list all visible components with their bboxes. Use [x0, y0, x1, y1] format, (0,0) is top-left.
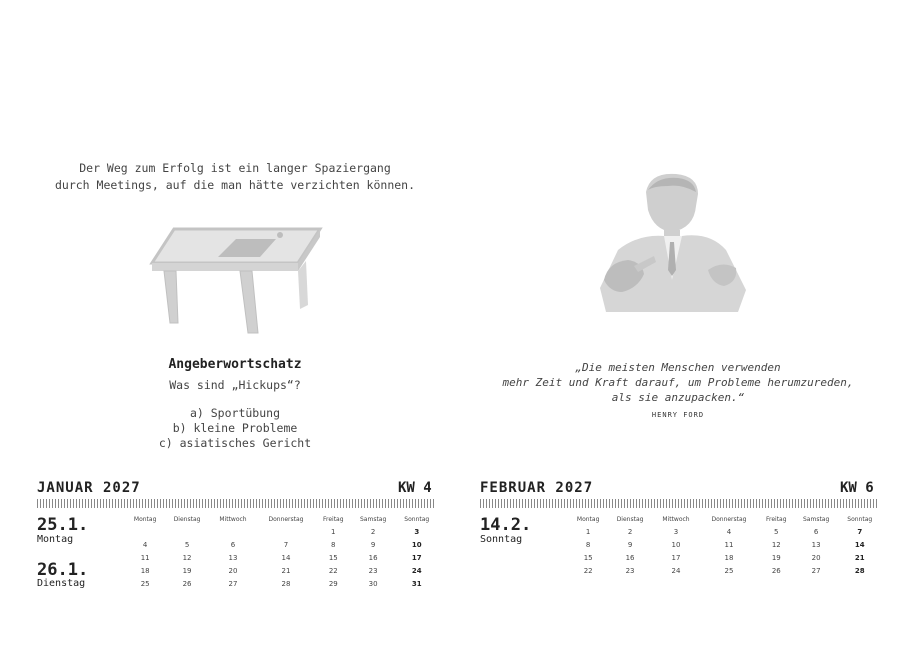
day-cell: 8 — [331, 540, 336, 549]
day-cell — [126, 525, 164, 538]
ruler-divider — [37, 499, 436, 508]
week-row — [569, 525, 881, 538]
month-grid — [569, 513, 881, 577]
day-cell: 24 — [411, 566, 422, 575]
day-cell: 19 — [771, 553, 781, 562]
day-weekday: Montag — [37, 534, 74, 545]
right-page — [458, 0, 916, 648]
quiz-title: Angeberwortschatz — [168, 357, 302, 372]
quote-line: Der Weg zum Erfolg ist ein langer Spaziergang — [79, 161, 391, 175]
week-row — [126, 525, 438, 538]
weekday-header: Sonntag — [847, 515, 873, 523]
day-cell: 26 — [182, 579, 192, 588]
day-cell: 21 — [281, 566, 291, 575]
month-grid — [126, 513, 438, 590]
quiz-option: c) asiatisches Gericht — [158, 436, 312, 450]
week-row — [569, 564, 881, 577]
day-cell: 10 — [411, 540, 422, 549]
day-weekday: Dienstag — [37, 578, 86, 589]
weekday-header: Samstag — [802, 515, 830, 523]
day-date: 26.1. — [37, 560, 89, 580]
weekday-header: Sonntag — [404, 515, 430, 523]
week-number: KW 6 — [840, 480, 874, 496]
quiz-option: a) Sportübung — [189, 406, 280, 420]
quote-line: durch Meetings, auf die man hätte verzichten können. — [54, 178, 416, 192]
week-row — [126, 538, 438, 551]
weekday-header: Samstag — [359, 515, 387, 523]
day-cell: 27 — [228, 579, 238, 588]
day-cell: 11 — [724, 540, 734, 549]
quote — [0, 160, 470, 194]
day-cell: 22 — [583, 566, 593, 575]
weekday-header-row — [569, 513, 881, 525]
week-row — [126, 577, 438, 590]
day-cell: 4 — [726, 527, 732, 536]
table-illustration — [148, 225, 324, 340]
day-cell — [210, 525, 256, 538]
day-cell: 17 — [671, 553, 681, 562]
week-row — [126, 551, 438, 564]
quote — [458, 360, 898, 405]
day-cell: 14 — [281, 553, 291, 562]
day-cell: 11 — [140, 553, 150, 562]
quiz-question: Was sind „Hickups“? — [169, 378, 301, 392]
day-cell — [256, 525, 316, 538]
day-cell: 17 — [411, 553, 422, 562]
day-cell: 23 — [625, 566, 635, 575]
day-cell: 28 — [854, 566, 865, 575]
quote-line: „Die meisten Menschen verwenden — [575, 361, 781, 374]
day-cell: 3 — [673, 527, 679, 536]
day-cell: 10 — [671, 540, 681, 549]
week-row — [126, 564, 438, 577]
day-cell: 19 — [182, 566, 192, 575]
month-title: JANUAR 2027 — [37, 480, 141, 496]
day-cell: 22 — [328, 566, 338, 575]
weekday-header-row — [126, 513, 438, 525]
day-date: 14.2. — [480, 515, 532, 535]
day-cell: 5 — [184, 540, 190, 549]
weekday-header: Dienstag — [616, 515, 644, 523]
weekday-header: Mittwoch — [219, 515, 247, 523]
day-cell: 26 — [771, 566, 781, 575]
day-cell: 20 — [228, 566, 238, 575]
day-cell: 25 — [724, 566, 734, 575]
weekday-header: Montag — [133, 515, 157, 523]
day-cell: 6 — [813, 527, 819, 536]
day-cell: 16 — [625, 553, 635, 562]
day-cell: 20 — [811, 553, 821, 562]
day-cell: 1 — [331, 527, 336, 536]
day-cell: 21 — [854, 553, 865, 562]
weekday-header: Donnerstag — [268, 515, 304, 523]
day-cell: 18 — [140, 566, 150, 575]
day-weekday: Sonntag — [480, 534, 523, 545]
day-cell: 7 — [283, 540, 289, 549]
day-cell — [164, 525, 210, 538]
day-cell: 12 — [771, 540, 781, 549]
day-cell: 3 — [414, 527, 420, 536]
weekday-header: Freitag — [766, 515, 787, 523]
weekday-header: Donnerstag — [711, 515, 747, 523]
quiz-options — [0, 406, 470, 451]
day-cell: 18 — [724, 553, 734, 562]
ruler-divider — [480, 499, 878, 508]
day-cell: 29 — [328, 579, 338, 588]
day-cell: 12 — [182, 553, 192, 562]
week-row — [569, 551, 881, 564]
day-cell: 2 — [370, 527, 376, 536]
day-cell: 15 — [583, 553, 593, 562]
businessman-illustration — [598, 170, 748, 315]
weekday-header: Montag — [576, 515, 600, 523]
day-cell: 1 — [585, 527, 591, 536]
quote-line: mehr Zeit und Kraft darauf, um Probleme herumzureden, — [502, 376, 854, 389]
day-cell: 28 — [281, 579, 291, 588]
day-cell: 16 — [368, 553, 378, 562]
weekday-header: Dienstag — [173, 515, 201, 523]
weekday-header: Freitag — [323, 515, 344, 523]
day-cell: 7 — [857, 527, 863, 536]
day-cell: 27 — [811, 566, 821, 575]
week-number: KW 4 — [398, 480, 432, 496]
day-cell: 31 — [411, 579, 422, 588]
day-cell: 9 — [627, 540, 633, 549]
day-date: 25.1. — [37, 515, 89, 535]
day-cell: 2 — [627, 527, 633, 536]
quote-author: HENRY FORD — [651, 411, 705, 419]
day-cell: 25 — [140, 579, 150, 588]
day-cell: 15 — [328, 553, 338, 562]
quiz-option: b) kleine Probleme — [172, 421, 298, 435]
day-cell: 24 — [671, 566, 681, 575]
day-cell: 5 — [774, 527, 779, 536]
month-title: FEBRUAR 2027 — [480, 480, 594, 496]
day-cell: 13 — [811, 540, 821, 549]
day-cell: 4 — [142, 540, 148, 549]
quote-line: als sie anzupacken.“ — [611, 391, 745, 404]
day-cell: 13 — [228, 553, 238, 562]
day-cell: 8 — [585, 540, 591, 549]
week-row — [569, 538, 881, 551]
day-cell: 23 — [368, 566, 378, 575]
weekday-header: Mittwoch — [662, 515, 690, 523]
day-cell: 14 — [854, 540, 865, 549]
day-cell: 30 — [368, 579, 378, 588]
day-cell: 9 — [370, 540, 376, 549]
day-cell: 6 — [230, 540, 236, 549]
